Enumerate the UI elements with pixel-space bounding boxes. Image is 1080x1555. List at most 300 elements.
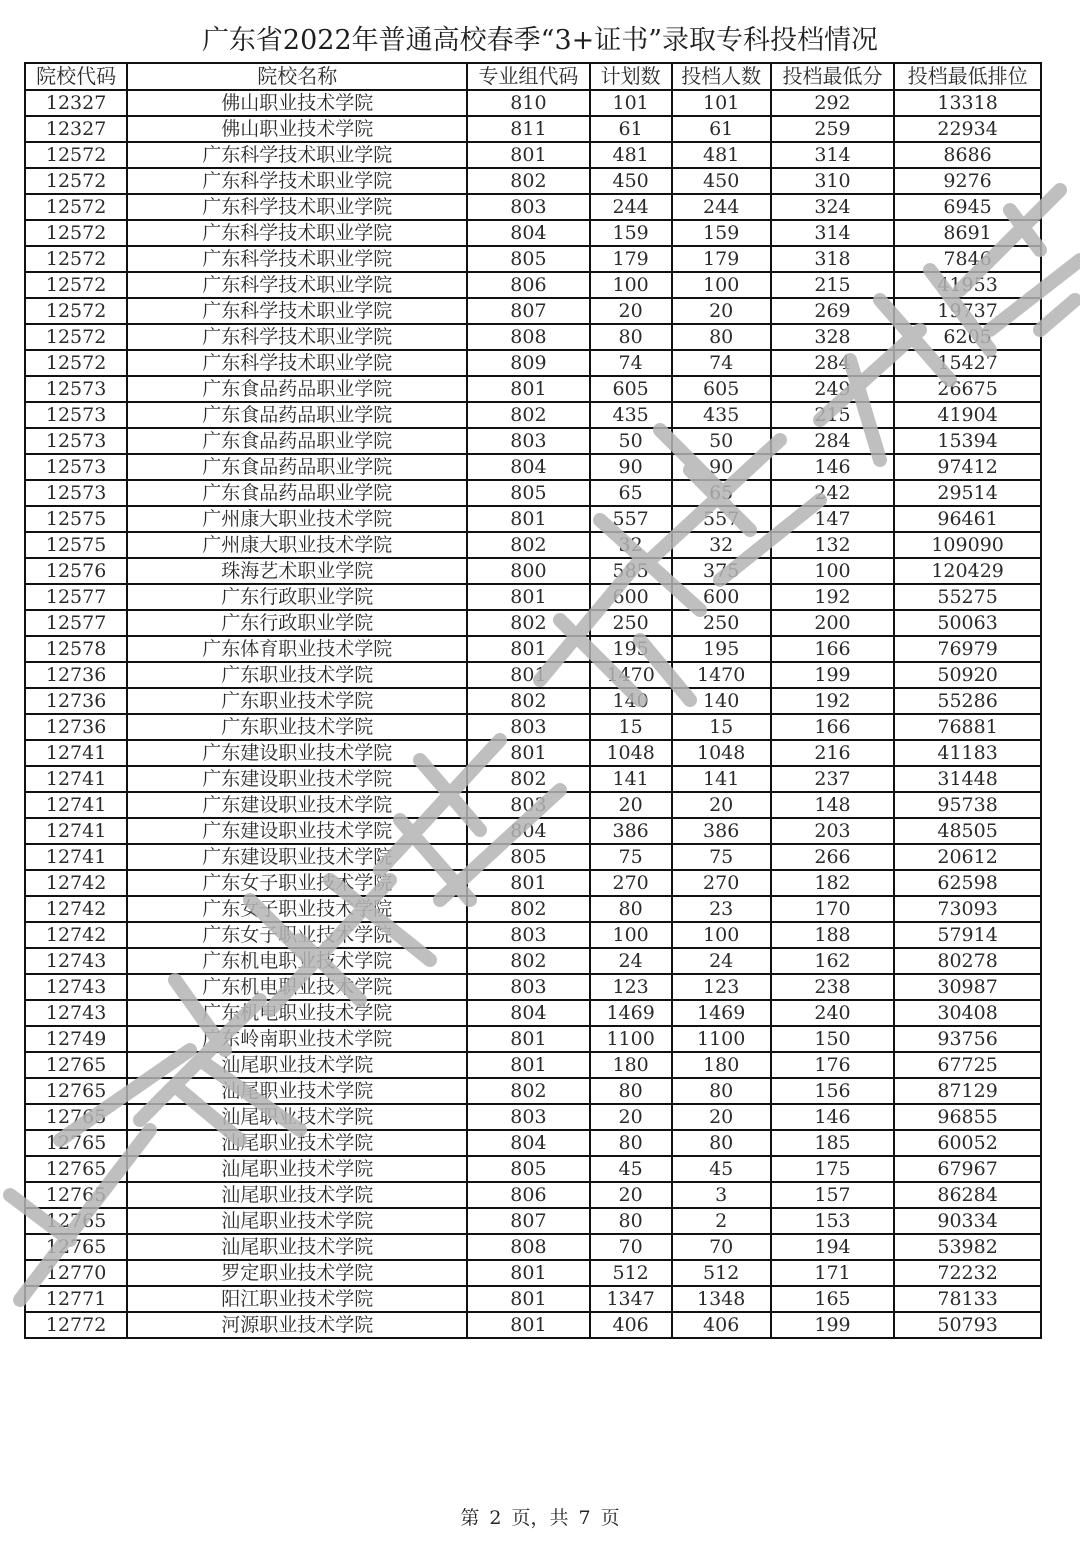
page-footer: 第 2 页，共 7 页 [460, 1507, 620, 1529]
admitted-count-cell: 450 [672, 168, 771, 194]
school-name-cell: 广东建设职业技术学院 [127, 818, 467, 844]
table-row [25, 298, 1041, 324]
admitted-count-cell: 375 [672, 558, 771, 584]
table-row [25, 688, 1041, 714]
group-code-cell: 803 [467, 792, 589, 818]
admitted-count-cell: 481 [672, 142, 771, 168]
group-code-cell: 802 [467, 168, 589, 194]
admitted-count-cell: 386 [672, 818, 771, 844]
min-rank-cell: 30987 [894, 974, 1041, 1000]
school-name-cell: 广东科学技术职业学院 [127, 272, 467, 298]
min-score-cell: 199 [771, 662, 894, 688]
school-code-cell: 12741 [25, 740, 127, 766]
min-score-cell: 194 [771, 1234, 894, 1260]
plan-count-cell: 195 [590, 636, 672, 662]
min-score-cell: 249 [771, 376, 894, 402]
school-name-cell: 广东机电职业技术学院 [127, 948, 467, 974]
table-row [25, 194, 1041, 220]
group-code-cell: 801 [467, 636, 589, 662]
min-rank-cell: 78133 [894, 1286, 1041, 1312]
plan-count-cell: 141 [590, 766, 672, 792]
table-row [25, 1182, 1041, 1208]
group-code-cell: 803 [467, 714, 589, 740]
school-name-cell: 广东建设职业技术学院 [127, 740, 467, 766]
group-code-cell: 802 [467, 532, 589, 558]
plan-count-cell: 80 [590, 1208, 672, 1234]
group-code-cell: 804 [467, 1130, 589, 1156]
min-rank-cell: 50063 [894, 610, 1041, 636]
min-rank-cell: 50793 [894, 1312, 1041, 1338]
plan-count-cell: 80 [590, 896, 672, 922]
table-row [25, 896, 1041, 922]
min-rank-cell: 73093 [894, 896, 1041, 922]
school-code-cell: 12736 [25, 688, 127, 714]
group-code-cell: 806 [467, 1182, 589, 1208]
min-rank-cell: 97412 [894, 454, 1041, 480]
min-score-cell: 171 [771, 1260, 894, 1286]
school-name-cell: 广东建设职业技术学院 [127, 792, 467, 818]
admitted-count-cell: 90 [672, 454, 771, 480]
school-code-cell: 12578 [25, 636, 127, 662]
school-name-cell: 广东女子职业技术学院 [127, 896, 467, 922]
table-row [25, 142, 1041, 168]
plan-count-cell: 250 [590, 610, 672, 636]
min-score-cell: 200 [771, 610, 894, 636]
min-rank-cell: 57914 [894, 922, 1041, 948]
min-score-cell: 284 [771, 350, 894, 376]
school-code-cell: 12575 [25, 506, 127, 532]
admitted-count-cell: 75 [672, 844, 771, 870]
school-name-cell: 广东建设职业技术学院 [127, 844, 467, 870]
group-code-cell: 803 [467, 922, 589, 948]
min-rank-cell: 41183 [894, 740, 1041, 766]
school-code-cell: 12577 [25, 584, 127, 610]
group-code-cell: 803 [467, 194, 589, 220]
min-rank-cell: 9276 [894, 168, 1041, 194]
school-name-cell: 佛山职业技术学院 [127, 90, 467, 116]
min-rank-cell: 95738 [894, 792, 1041, 818]
table-row [25, 584, 1041, 610]
min-rank-cell: 76979 [894, 636, 1041, 662]
school-code-cell: 12572 [25, 220, 127, 246]
min-rank-cell: 31448 [894, 766, 1041, 792]
school-name-cell: 广东食品药品职业学院 [127, 402, 467, 428]
school-name-cell: 广州康大职业技术学院 [127, 532, 467, 558]
school-name-cell: 广东女子职业技术学院 [127, 870, 467, 896]
group-code-cell: 802 [467, 688, 589, 714]
admitted-count-cell: 20 [672, 792, 771, 818]
plan-count-cell: 80 [590, 1078, 672, 1104]
min-rank-cell: 26675 [894, 376, 1041, 402]
min-score-cell: 215 [771, 272, 894, 298]
table-row [25, 740, 1041, 766]
school-code-cell: 12327 [25, 116, 127, 142]
group-code-cell: 802 [467, 402, 589, 428]
min-score-cell: 153 [771, 1208, 894, 1234]
admitted-count-cell: 244 [672, 194, 771, 220]
school-name-cell: 广东职业技术学院 [127, 688, 467, 714]
admitted-count-cell: 270 [672, 870, 771, 896]
group-code-cell: 804 [467, 454, 589, 480]
column-header: 院校名称 [127, 63, 467, 90]
group-code-cell: 801 [467, 506, 589, 532]
school-code-cell: 12771 [25, 1286, 127, 1312]
table-row [25, 116, 1041, 142]
group-code-cell: 808 [467, 1234, 589, 1260]
table-row [25, 1026, 1041, 1052]
school-code-cell: 12743 [25, 948, 127, 974]
table-row [25, 376, 1041, 402]
school-code-cell: 12736 [25, 714, 127, 740]
min-score-cell: 185 [771, 1130, 894, 1156]
table-row [25, 922, 1041, 948]
min-score-cell: 132 [771, 532, 894, 558]
table-row [25, 558, 1041, 584]
table-row [25, 766, 1041, 792]
plan-count-cell: 20 [590, 1182, 672, 1208]
min-rank-cell: 120429 [894, 558, 1041, 584]
school-name-cell: 广东科学技术职业学院 [127, 168, 467, 194]
school-code-cell: 12743 [25, 974, 127, 1000]
plan-count-cell: 80 [590, 324, 672, 350]
min-score-cell: 215 [771, 402, 894, 428]
min-score-cell: 166 [771, 636, 894, 662]
admitted-count-cell: 23 [672, 896, 771, 922]
min-score-cell: 314 [771, 142, 894, 168]
min-score-cell: 284 [771, 428, 894, 454]
min-rank-cell: 60052 [894, 1130, 1041, 1156]
min-rank-cell: 62598 [894, 870, 1041, 896]
group-code-cell: 801 [467, 740, 589, 766]
min-score-cell: 269 [771, 298, 894, 324]
min-rank-cell: 7846 [894, 246, 1041, 272]
min-score-cell: 175 [771, 1156, 894, 1182]
school-code-cell: 12572 [25, 350, 127, 376]
min-rank-cell: 72232 [894, 1260, 1041, 1286]
plan-count-cell: 1469 [590, 1000, 672, 1026]
plan-count-cell: 1100 [590, 1026, 672, 1052]
plan-count-cell: 557 [590, 506, 672, 532]
plan-count-cell: 1470 [590, 662, 672, 688]
column-header: 计划数 [590, 63, 672, 90]
group-code-cell: 805 [467, 844, 589, 870]
min-rank-cell: 67967 [894, 1156, 1041, 1182]
school-code-cell: 12572 [25, 142, 127, 168]
school-name-cell: 广东机电职业技术学院 [127, 974, 467, 1000]
school-name-cell: 广东科学技术职业学院 [127, 246, 467, 272]
school-name-cell: 广东科学技术职业学院 [127, 324, 467, 350]
school-name-cell: 广东建设职业技术学院 [127, 766, 467, 792]
plan-count-cell: 65 [590, 480, 672, 506]
group-code-cell: 801 [467, 662, 589, 688]
min-rank-cell: 48505 [894, 818, 1041, 844]
school-name-cell: 广东科学技术职业学院 [127, 298, 467, 324]
admitted-count-cell: 80 [672, 1130, 771, 1156]
admitted-count-cell: 1048 [672, 740, 771, 766]
admitted-count-cell: 1470 [672, 662, 771, 688]
plan-count-cell: 180 [590, 1052, 672, 1078]
table-row [25, 1052, 1041, 1078]
plan-count-cell: 386 [590, 818, 672, 844]
admitted-count-cell: 600 [672, 584, 771, 610]
table-row [25, 1130, 1041, 1156]
group-code-cell: 802 [467, 948, 589, 974]
admitted-count-cell: 605 [672, 376, 771, 402]
min-rank-cell: 90334 [894, 1208, 1041, 1234]
table-row [25, 1260, 1041, 1286]
school-code-cell: 12772 [25, 1312, 127, 1338]
admitted-count-cell: 435 [672, 402, 771, 428]
school-code-cell: 12765 [25, 1078, 127, 1104]
min-score-cell: 170 [771, 896, 894, 922]
school-code-cell: 12327 [25, 90, 127, 116]
min-score-cell: 192 [771, 688, 894, 714]
school-code-cell: 12749 [25, 1026, 127, 1052]
group-code-cell: 805 [467, 246, 589, 272]
min-score-cell: 157 [771, 1182, 894, 1208]
plan-count-cell: 512 [590, 1260, 672, 1286]
min-rank-cell: 13318 [894, 90, 1041, 116]
column-header: 投档最低分 [771, 63, 894, 90]
school-code-cell: 12741 [25, 844, 127, 870]
school-code-cell: 12765 [25, 1208, 127, 1234]
table-row [25, 1104, 1041, 1130]
school-code-cell: 12573 [25, 376, 127, 402]
school-code-cell: 12770 [25, 1260, 127, 1286]
table-row [25, 714, 1041, 740]
school-code-cell: 12765 [25, 1182, 127, 1208]
school-name-cell: 罗定职业技术学院 [127, 1260, 467, 1286]
column-header: 专业组代码 [467, 63, 589, 90]
min-score-cell: 240 [771, 1000, 894, 1026]
min-score-cell: 165 [771, 1286, 894, 1312]
group-code-cell: 805 [467, 1156, 589, 1182]
plan-count-cell: 20 [590, 298, 672, 324]
min-score-cell: 100 [771, 558, 894, 584]
min-score-cell: 199 [771, 1312, 894, 1338]
admitted-count-cell: 1348 [672, 1286, 771, 1312]
table-row [25, 506, 1041, 532]
school-name-cell: 广东食品药品职业学院 [127, 428, 467, 454]
table-row [25, 168, 1041, 194]
min-rank-cell: 50920 [894, 662, 1041, 688]
plan-count-cell: 70 [590, 1234, 672, 1260]
plan-count-cell: 179 [590, 246, 672, 272]
school-name-cell: 汕尾职业技术学院 [127, 1078, 467, 1104]
school-code-cell: 12741 [25, 766, 127, 792]
table-row [25, 1234, 1041, 1260]
school-code-cell: 12573 [25, 402, 127, 428]
school-code-cell: 12736 [25, 662, 127, 688]
school-code-cell: 12576 [25, 558, 127, 584]
school-code-cell: 12577 [25, 610, 127, 636]
group-code-cell: 807 [467, 1208, 589, 1234]
plan-count-cell: 45 [590, 1156, 672, 1182]
table-row [25, 1078, 1041, 1104]
min-score-cell: 182 [771, 870, 894, 896]
admission-table [24, 62, 1042, 1339]
admitted-count-cell: 512 [672, 1260, 771, 1286]
school-name-cell: 阳江职业技术学院 [127, 1286, 467, 1312]
table-row [25, 818, 1041, 844]
group-code-cell: 801 [467, 1312, 589, 1338]
table-row [25, 948, 1041, 974]
school-code-cell: 12742 [25, 922, 127, 948]
plan-count-cell: 101 [590, 90, 672, 116]
admitted-count-cell: 140 [672, 688, 771, 714]
admitted-count-cell: 20 [672, 298, 771, 324]
school-name-cell: 珠海艺术职业学院 [127, 558, 467, 584]
group-code-cell: 801 [467, 1260, 589, 1286]
admitted-count-cell: 2 [672, 1208, 771, 1234]
table-row [25, 844, 1041, 870]
school-code-cell: 12765 [25, 1156, 127, 1182]
table-row [25, 90, 1041, 116]
min-rank-cell: 22934 [894, 116, 1041, 142]
admitted-count-cell: 195 [672, 636, 771, 662]
min-rank-cell: 109090 [894, 532, 1041, 558]
plan-count-cell: 159 [590, 220, 672, 246]
admitted-count-cell: 80 [672, 1078, 771, 1104]
column-header: 投档最低排位 [894, 63, 1041, 90]
min-rank-cell: 76881 [894, 714, 1041, 740]
admitted-count-cell: 179 [672, 246, 771, 272]
admitted-count-cell: 65 [672, 480, 771, 506]
table-row [25, 428, 1041, 454]
min-rank-cell: 29514 [894, 480, 1041, 506]
group-code-cell: 801 [467, 376, 589, 402]
table-row [25, 792, 1041, 818]
min-score-cell: 310 [771, 168, 894, 194]
school-code-cell: 12575 [25, 532, 127, 558]
min-rank-cell: 6205 [894, 324, 1041, 350]
min-score-cell: 166 [771, 714, 894, 740]
group-code-cell: 808 [467, 324, 589, 350]
table-row [25, 402, 1041, 428]
plan-count-cell: 20 [590, 1104, 672, 1130]
admitted-count-cell: 100 [672, 922, 771, 948]
school-code-cell: 12572 [25, 298, 127, 324]
admitted-count-cell: 1469 [672, 1000, 771, 1026]
group-code-cell: 804 [467, 818, 589, 844]
group-code-cell: 806 [467, 272, 589, 298]
min-score-cell: 318 [771, 246, 894, 272]
table-row [25, 1286, 1041, 1312]
group-code-cell: 801 [467, 584, 589, 610]
school-name-cell: 广东科学技术职业学院 [127, 350, 467, 376]
admitted-count-cell: 1100 [672, 1026, 771, 1052]
plan-count-cell: 123 [590, 974, 672, 1000]
min-rank-cell: 8686 [894, 142, 1041, 168]
school-name-cell: 汕尾职业技术学院 [127, 1130, 467, 1156]
plan-count-cell: 406 [590, 1312, 672, 1338]
plan-count-cell: 32 [590, 532, 672, 558]
school-name-cell: 广东机电职业技术学院 [127, 1000, 467, 1026]
group-code-cell: 801 [467, 1052, 589, 1078]
group-code-cell: 805 [467, 480, 589, 506]
table-row [25, 1312, 1041, 1338]
min-score-cell: 292 [771, 90, 894, 116]
group-code-cell: 803 [467, 974, 589, 1000]
table-row [25, 480, 1041, 506]
school-code-cell: 12572 [25, 246, 127, 272]
min-rank-cell: 55286 [894, 688, 1041, 714]
plan-count-cell: 50 [590, 428, 672, 454]
min-rank-cell: 20612 [894, 844, 1041, 870]
table-row [25, 870, 1041, 896]
min-score-cell: 146 [771, 454, 894, 480]
plan-count-cell: 585 [590, 558, 672, 584]
plan-count-cell: 20 [590, 792, 672, 818]
table-row [25, 220, 1041, 246]
school-code-cell: 12572 [25, 324, 127, 350]
group-code-cell: 802 [467, 1078, 589, 1104]
min-score-cell: 188 [771, 922, 894, 948]
group-code-cell: 802 [467, 610, 589, 636]
plan-count-cell: 80 [590, 1130, 672, 1156]
school-name-cell: 广州康大职业技术学院 [127, 506, 467, 532]
school-code-cell: 12765 [25, 1052, 127, 1078]
table-row [25, 350, 1041, 376]
min-score-cell: 203 [771, 818, 894, 844]
school-name-cell: 广东体育职业技术学院 [127, 636, 467, 662]
school-name-cell: 汕尾职业技术学院 [127, 1104, 467, 1130]
school-name-cell: 广东女子职业技术学院 [127, 922, 467, 948]
min-score-cell: 147 [771, 506, 894, 532]
plan-count-cell: 1347 [590, 1286, 672, 1312]
plan-count-cell: 74 [590, 350, 672, 376]
school-code-cell: 12573 [25, 454, 127, 480]
plan-count-cell: 15 [590, 714, 672, 740]
admitted-count-cell: 50 [672, 428, 771, 454]
admitted-count-cell: 80 [672, 324, 771, 350]
min-rank-cell: 19737 [894, 298, 1041, 324]
plan-count-cell: 140 [590, 688, 672, 714]
group-code-cell: 802 [467, 766, 589, 792]
school-name-cell: 广东行政职业学院 [127, 584, 467, 610]
school-code-cell: 12743 [25, 1000, 127, 1026]
table-row [25, 662, 1041, 688]
school-name-cell: 广东科学技术职业学院 [127, 194, 467, 220]
table-header-row [25, 63, 1041, 90]
table-row [25, 1000, 1041, 1026]
admitted-count-cell: 123 [672, 974, 771, 1000]
min-score-cell: 148 [771, 792, 894, 818]
plan-count-cell: 61 [590, 116, 672, 142]
plan-count-cell: 1048 [590, 740, 672, 766]
min-rank-cell: 55275 [894, 584, 1041, 610]
plan-count-cell: 605 [590, 376, 672, 402]
min-score-cell: 242 [771, 480, 894, 506]
school-name-cell: 广东岭南职业技术学院 [127, 1026, 467, 1052]
school-code-cell: 12742 [25, 870, 127, 896]
admitted-count-cell: 74 [672, 350, 771, 376]
school-name-cell: 广东食品药品职业学院 [127, 480, 467, 506]
school-code-cell: 12741 [25, 818, 127, 844]
school-name-cell: 佛山职业技术学院 [127, 116, 467, 142]
plan-count-cell: 450 [590, 168, 672, 194]
school-name-cell: 汕尾职业技术学院 [127, 1208, 467, 1234]
group-code-cell: 803 [467, 1104, 589, 1130]
min-score-cell: 176 [771, 1052, 894, 1078]
table-row [25, 324, 1041, 350]
school-name-cell: 广东科学技术职业学院 [127, 220, 467, 246]
min-score-cell: 150 [771, 1026, 894, 1052]
admitted-count-cell: 15 [672, 714, 771, 740]
table-body [25, 90, 1041, 1338]
plan-count-cell: 100 [590, 272, 672, 298]
admitted-count-cell: 3 [672, 1182, 771, 1208]
